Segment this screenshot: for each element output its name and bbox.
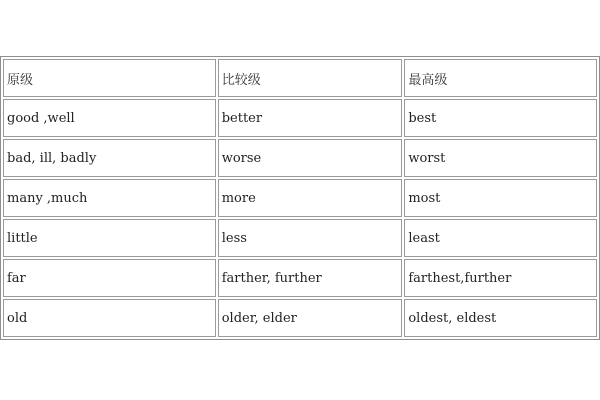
comparison-table [0,56,600,340]
cell-superlative: oldest, eldest [404,299,597,337]
cell-positive: good ,well [3,99,216,137]
table-row [3,179,597,217]
cell-comparative: worse [218,139,403,177]
cell-comparative: less [218,219,403,257]
cell-superlative: least [404,219,597,257]
header-comparative: 比较级 [218,59,403,97]
cell-comparative: more [218,179,403,217]
cell-positive: many ,much [3,179,216,217]
cell-positive: bad, ill, badly [3,139,216,177]
cell-positive: little [3,219,216,257]
header-superlative: 最高级 [404,59,597,97]
table-row [3,299,597,337]
cell-comparative: older, elder [218,299,403,337]
header-positive: 原级 [3,59,216,97]
table-row [3,139,597,177]
cell-positive: far [3,259,216,297]
table-row [3,259,597,297]
cell-comparative: farther, further [218,259,403,297]
table-header-row [3,59,597,97]
cell-superlative: most [404,179,597,217]
table-row [3,219,597,257]
cell-superlative: worst [404,139,597,177]
cell-comparative: better [218,99,403,137]
cell-superlative: farthest,further [404,259,597,297]
cell-positive: old [3,299,216,337]
cell-superlative: best [404,99,597,137]
table-row [3,99,597,137]
